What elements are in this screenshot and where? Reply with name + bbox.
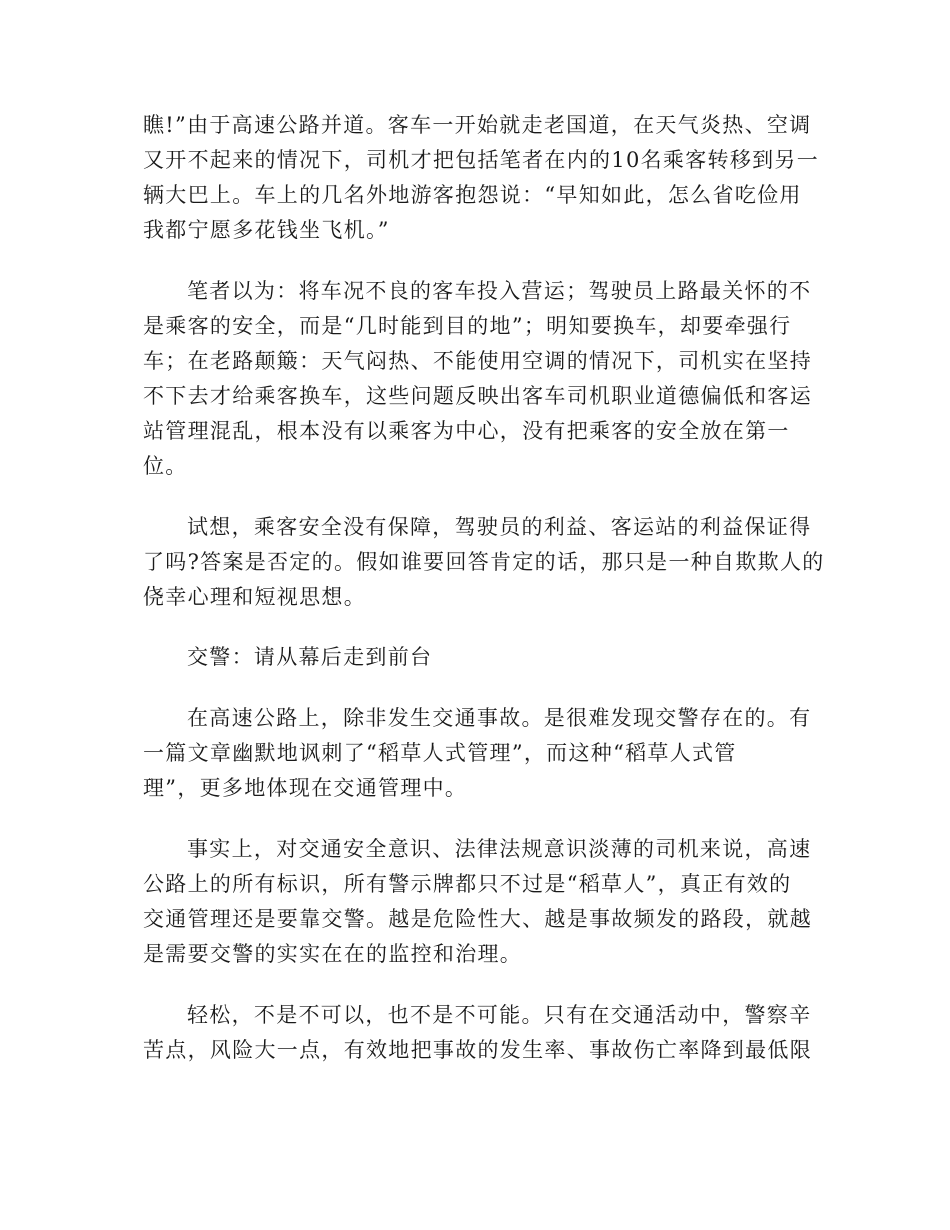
text-line: 了吗?答案是否定的。假如谁要回答肯定的话，那只是一种自欺欺人的 [143, 550, 825, 574]
text-line: 试想，乘客安全没有保障，驾驶员的利益、客运站的利益保证得 [187, 515, 812, 539]
text-line: 一篇文章幽默地讽刺了“稻草人式管理”，而这种“稻草人式管 [143, 741, 737, 765]
text-line: 交通管理还是要靠交警。越是危险性大、越是事故频发的路段，就越 [143, 907, 812, 931]
text-line: 理”，更多地体现在交通管理中。 [143, 776, 468, 800]
text-line: 又开不起来的情况下，司机才把包括笔者在内的10名乘客转移到另一 [143, 148, 820, 172]
text-line: 轻松，不是不可以，也不是不可能。只有在交通活动中，警察辛 [187, 1003, 812, 1027]
text-line: 位。 [143, 454, 188, 478]
text-line: 车；在老路颠簸：天气闷热、不能使用空调的情况下，司机实在坚持 [143, 349, 812, 373]
text-line: 笔者以为：将车况不良的客车投入营运；驾驶员上路最关怀的不 [187, 279, 812, 303]
text-line: 瞧!”由于高速公路并道。客车一开始就走老国道，在天气炎热、空调 [143, 113, 812, 137]
text-line: 不下去才给乘客换车，这些问题反映出客车司机职业道德偏低和客运 [143, 384, 812, 408]
text-line: 辆大巴上。车上的几名外地游客抱怨说：“早知如此，怎么省吃俭用 [143, 183, 802, 207]
text-line: 是乘客的安全，而是“几时能到目的地”；明知要换车，却要牵强行 [143, 314, 792, 338]
text-line: 事实上，对交通安全意识、法律法规意识淡薄的司机来说，高速 [187, 837, 812, 861]
text-line: 在高速公路上，除非发生交通事故。是很难发现交警存在的。有 [187, 706, 812, 730]
text-line: 苦点，风险大一点，有效地把事故的发生率、事故伤亡率降到最低限 [143, 1038, 812, 1062]
text-line: 交警：请从幕后走到前台 [187, 645, 433, 669]
text-line: 侥幸心理和短视思想。 [143, 585, 366, 609]
text-line: 是需要交警的实实在在的监控和治理。 [143, 942, 523, 966]
text-line: 我都宁愿多花钱坐飞机。” [143, 218, 390, 242]
text-line: 站管理混乱，根本没有以乘客为中心，没有把乘客的安全放在第一 [143, 419, 790, 443]
text-line: 公路上的所有标识，所有警示牌都只不过是“稻草人”，真正有效的 [143, 872, 792, 896]
